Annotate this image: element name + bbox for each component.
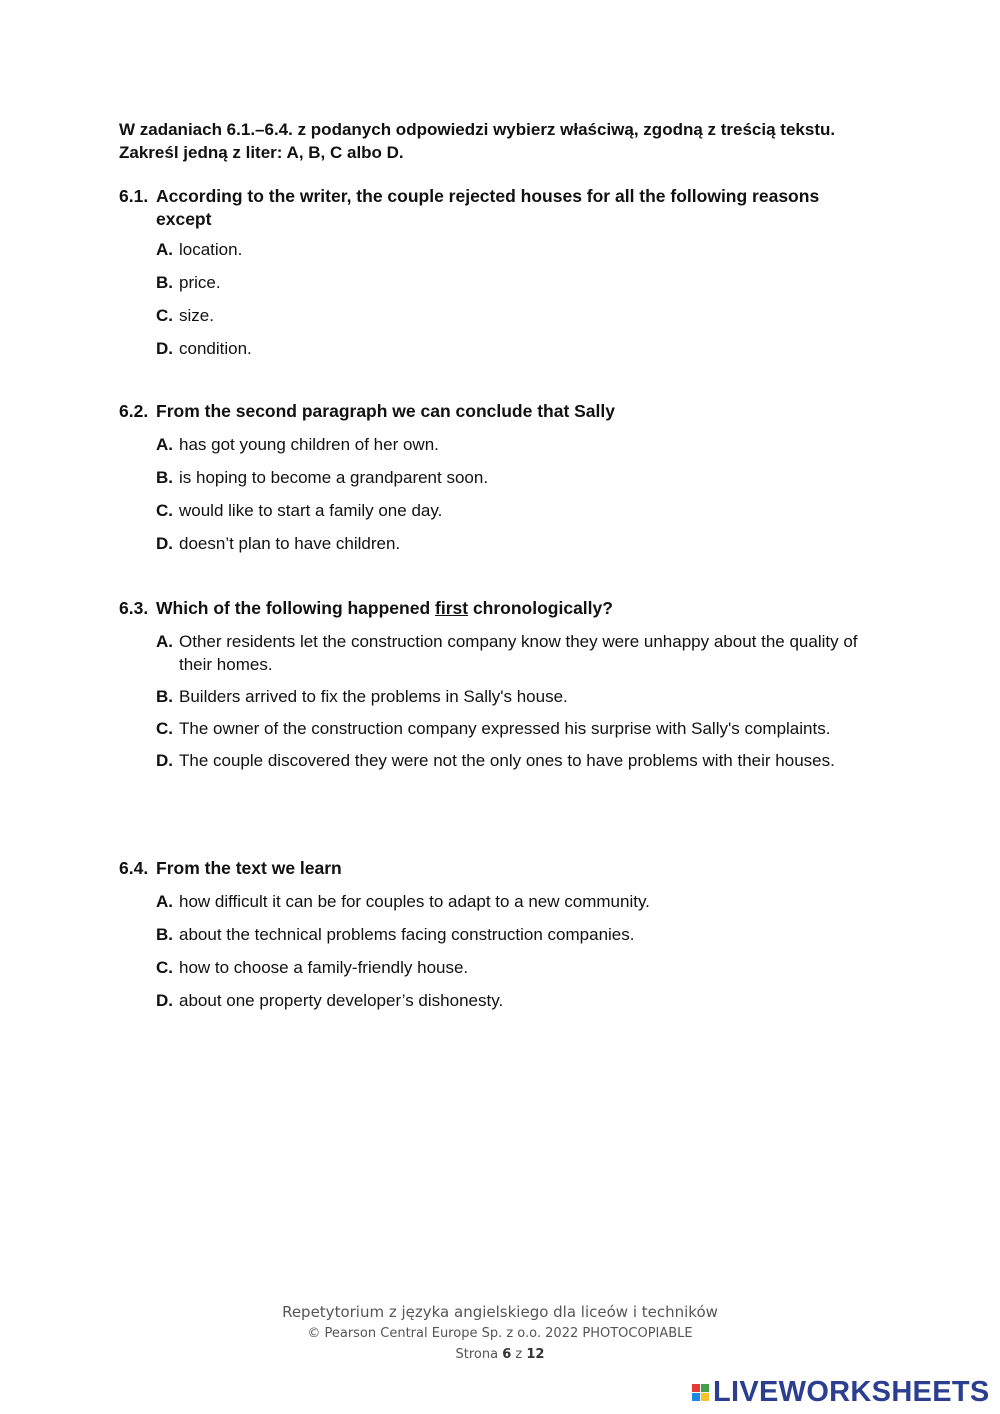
task-instructions: W zadaniach 6.1.–6.4. z podanych odpowiedzi wybierz właściwą, zgodną z treścią tekstu. Zakreśl jedną z liter: A, B, C albo D.: [119, 120, 836, 162]
option-d[interactable]: [156, 989, 879, 1012]
option-letter: C.: [156, 958, 173, 977]
option-letter: D.: [156, 339, 173, 358]
question-number: 6.4.: [119, 858, 149, 878]
option-letter: D.: [156, 991, 173, 1010]
option-letter: D.: [156, 751, 173, 770]
footer-copyright: © Pearson Central Europe Sp. z o.o. 2022 PHOTOCOPIABLE: [307, 1326, 693, 1341]
option-letter: B.: [156, 273, 173, 292]
question-text: From the text we learn: [156, 858, 342, 878]
option-a[interactable]: [156, 890, 879, 913]
option-c[interactable]: [156, 717, 879, 740]
option-text: doesn’t plan to have children.: [179, 534, 401, 553]
option-letter: B.: [156, 925, 173, 944]
option-b[interactable]: [156, 271, 879, 294]
option-text: price.: [179, 273, 221, 292]
option-text: The couple discovered they were not the only ones to have problems with their houses.: [179, 751, 835, 770]
option-text: would like to start a family one day.: [179, 501, 443, 520]
option-letter: C.: [156, 306, 173, 325]
option-c[interactable]: [156, 956, 879, 979]
option-d[interactable]: [156, 749, 879, 772]
option-a[interactable]: [156, 238, 879, 261]
brand-name: LIVEWORKSHEETS: [713, 1376, 990, 1408]
question-number: 6.1.: [119, 186, 149, 206]
option-text: size.: [179, 306, 214, 325]
option-letter: B.: [156, 468, 173, 487]
option-letter: A.: [156, 892, 173, 911]
option-text: is hoping to become a grandparent soon.: [179, 468, 489, 487]
option-letter: D.: [156, 534, 173, 553]
option-text: how difficult it can be for couples to adapt to a new community.: [179, 892, 650, 911]
option-text: Other residents let the construction company know they were unhappy about the quality of their homes.: [179, 632, 858, 674]
question-text: Which of the following happened first chronologically?: [156, 598, 613, 618]
question-number: 6.2.: [119, 401, 149, 421]
logo-squares-icon: [692, 1384, 709, 1401]
option-text: location.: [179, 240, 243, 259]
option-text: about one property developer’s dishonesty.: [179, 991, 504, 1010]
option-text: The owner of the construction company expressed his surprise with Sally's complaints.: [179, 719, 831, 738]
question-text: From the second paragraph we can conclude that Sally: [156, 401, 615, 421]
option-b[interactable]: [156, 466, 879, 489]
question-6-1: [119, 185, 879, 360]
option-letter: A.: [156, 435, 173, 454]
option-text: condition.: [179, 339, 252, 358]
option-text: about the technical problems facing construction companies.: [179, 925, 635, 944]
option-d[interactable]: [156, 337, 879, 360]
question-6-4: [119, 857, 879, 1012]
underlined-word: first: [435, 598, 469, 618]
option-text: how to choose a family-friendly house.: [179, 958, 469, 977]
option-letter: A.: [156, 632, 173, 651]
question-text: According to the writer, the couple rejected houses for all the following reasons except: [156, 186, 820, 229]
question-6-2: [119, 400, 879, 555]
option-text: has got young children of her own.: [179, 435, 439, 454]
option-c[interactable]: [156, 304, 879, 327]
option-letter: C.: [156, 719, 173, 738]
question-number: 6.3.: [119, 598, 149, 618]
footer-book-title: Repetytorium z języka angielskiego dla liceów i techników: [282, 1303, 718, 1321]
option-text: Builders arrived to fix the problems in Sally's house.: [179, 687, 568, 706]
question-6-3: [119, 597, 879, 772]
option-b[interactable]: [156, 685, 879, 708]
liveworksheets-logo: [692, 1376, 990, 1409]
option-d[interactable]: [156, 532, 879, 555]
option-letter: B.: [156, 687, 173, 706]
option-b[interactable]: [156, 923, 879, 946]
option-letter: C.: [156, 501, 173, 520]
footer-page-number: Strona 6 z 12: [455, 1347, 545, 1362]
option-a[interactable]: [156, 630, 879, 676]
option-a[interactable]: [156, 433, 879, 456]
option-letter: A.: [156, 240, 173, 259]
option-c[interactable]: [156, 499, 879, 522]
